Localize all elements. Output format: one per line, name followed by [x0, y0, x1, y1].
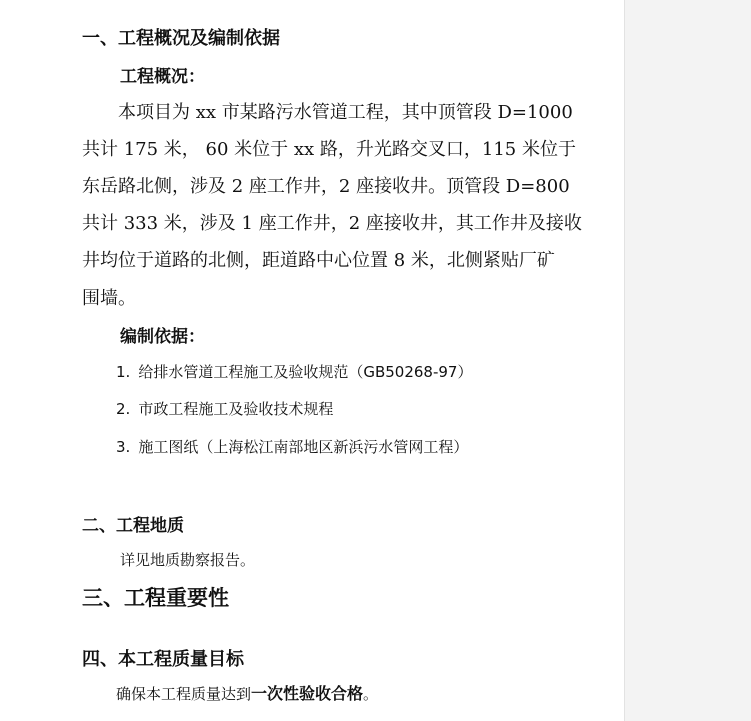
section-heading-4: 四、本工程质量目标 [82, 649, 244, 670]
subheading-overview: 工程概况： [120, 67, 205, 87]
quality-goal-text [116, 681, 378, 704]
list-number: 1. [116, 363, 131, 381]
basis-list-item [116, 436, 468, 457]
side-panel [624, 0, 751, 721]
list-text: 市政工程施工及验收技术规程 [138, 400, 334, 418]
subheading-basis: 编制依据： [120, 327, 205, 347]
list-text: 施工图纸（上海松江南部地区新浜污水管网工程） [138, 438, 469, 456]
section-heading-2: 二、工程地质 [82, 516, 184, 536]
section-heading-1: 一、工程概况及编制依据 [82, 28, 280, 49]
quality-suffix: 。 [363, 685, 379, 703]
overview-line-4: 共计 333 米，涉及 1 座工作井，2 座接收井，其工作井及接收 [82, 213, 582, 234]
overview-line-3: 东岳路北侧，涉及 2 座工作井，2 座接收井。顶管段 D=800 [82, 176, 570, 197]
overview-line-6: 围墙。 [82, 288, 136, 309]
list-number: 2. [116, 400, 131, 418]
list-text: 给排水管道工程施工及验收规范（GB50268-97） [138, 363, 473, 381]
list-number: 3. [116, 438, 131, 456]
overview-line-1: 本项目为 xx 市某路污水管道工程，其中顶管段 D=1000 [118, 102, 573, 123]
geology-text: 详见地质勘察报告。 [120, 551, 256, 569]
basis-list-item [116, 398, 333, 419]
section-heading-3: 三、工程重要性 [82, 585, 229, 610]
quality-bold: 一次性验收合格 [251, 684, 364, 703]
overview-line-5: 井均位于道路的北侧，距道路中心位置 8 米，北侧紧贴厂矿 [82, 250, 555, 271]
quality-prefix: 确保本工程质量达到 [116, 685, 252, 703]
overview-line-2: 共计 175 米， 60 米位于 xx 路，升光路交叉口，115 米位于 [82, 139, 576, 160]
basis-list-item [116, 361, 472, 382]
